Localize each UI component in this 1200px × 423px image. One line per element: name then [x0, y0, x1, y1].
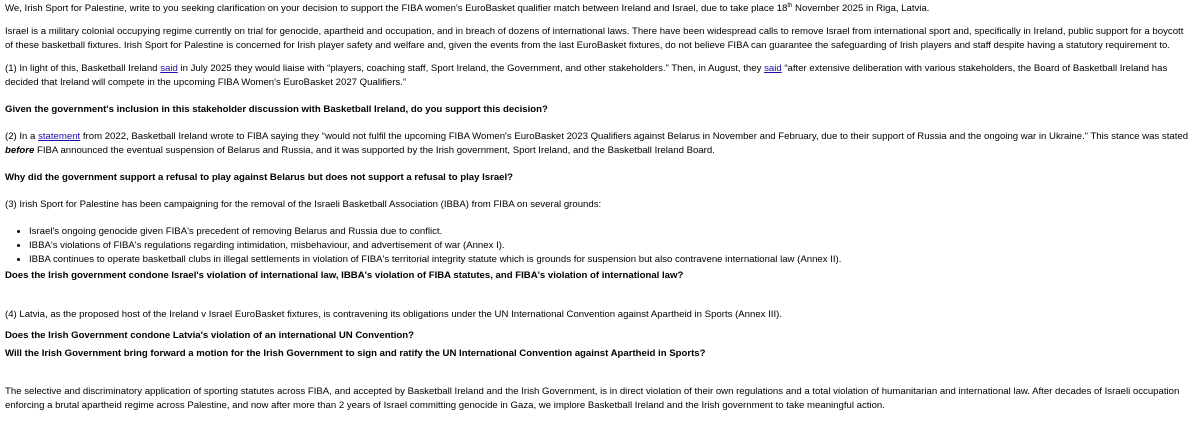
question-1: Given the government's inclusion in this stakeholder discussion with Basketball Ireland, do you support this decision? — [5, 104, 548, 115]
context-paragraph: Israel is a military colonial occupying regime currently on trial for genocide, apartheid and occupation, and in breach of dozens of international laws. There have been widespread calls to remove Israel from international sport and, specifically in Ireland, public support for a boycott of these basketball fixtures. Irish Sport for Palestine is concerned for Irish player safety and welfare and, given the events from the last EuroBasket fixtures, do not believe FIBA can guarantee the safeguarding of Irish players and staff despite having a statutory requirement to. — [5, 26, 1184, 51]
point-1-paragraph — [5, 62, 1194, 90]
point-2-text-end: FIBA announced the eventual suspension of Belarus and Russia, and it was supported by the Irish government, Sport Ireland, and the Basketball Ireland Board. — [34, 145, 715, 156]
list-item: • IBBA continues to operate basketball clubs in illegal settlements in violation of FIBA's territorial integrity statute which is grounds for suspension but also contravene international law (Annex II). — [29, 253, 1194, 267]
list-item: • IBBA's violations of FIBA's regulations regarding intimidation, misbehaviour, and advertisement of war (Annex I). — [29, 239, 1194, 253]
question-4: Does the Irish Government condone Latvia's violation of an international UN Convention? — [5, 330, 414, 341]
intro-text: We, Irish Sport for Palestine, write to you seeking clarification on your decision to support the FIBA women's EuroBasket qualifier match between Ireland and Israel, due to take place 18 — [5, 3, 788, 14]
said-link-august[interactable]: said — [764, 63, 782, 74]
statement-link[interactable]: statement — [38, 131, 81, 142]
point-1-text: (1) In light of this, Basketball Ireland — [5, 63, 161, 74]
point-2-paragraph — [5, 130, 1194, 158]
said-link-july[interactable]: said — [160, 63, 178, 74]
emphasis-before: before — [5, 145, 35, 156]
point-3-paragraph: (3) Irish Sport for Palestine has been campaigning for the removal of the Israeli Basketball Association (IBBA) from FIBA on several grounds: — [5, 199, 602, 210]
grounds-list — [5, 225, 1194, 267]
list-item: • Israel's ongoing genocide given FIBA's precedent of removing Belarus and Russia due to conflict. — [29, 225, 1194, 239]
conclusion-paragraph: The selective and discriminatory application of sporting statutes across FIBA, and accepted by Basketball Ireland and the Irish Government, is in direct violation of their own regulations and a total violation of humanitarian and international law. After decades of Israeli occupation enforcing a brutal apartheid regime across Palestine, and now after more than 2 years of Israel committing genocide in Gaza, we implore Basketball Ireland and the Irish government to take meaningful action. — [5, 386, 1180, 411]
intro-paragraph — [5, 2, 1194, 16]
point-1-text-mid: in July 2025 they would liaise with “players, coaching staff, Sport Ireland, the Government, and other stakeholders.” Then, in August, they — [177, 63, 765, 74]
point-1-text-end: “after extensive deliberation with various stakeholders, the Board of Basketball Ireland has decided that Ireland will compete in the upcoming FIBA Women's EuroBasket 2027 Qualifiers.” — [5, 63, 1168, 88]
question-5: Will the Irish Government bring forward a motion for the Irish Government to sign and ratify the UN International Convention against Apartheid in Sports? — [5, 348, 706, 359]
question-2: Why did the government support a refusal to play against Belarus but does not support a refusal to play Israel? — [5, 172, 514, 183]
point-4-paragraph: (4) Latvia, as the proposed host of the Ireland v Israel EuroBasket fixtures, is contravening its obligations under the UN International Convention against Apartheid in Sports (Annex III). — [5, 309, 782, 320]
question-3: Does the Irish government condone Israel's violation of international law, IBBA's violation of FIBA statutes, and FIBA's violation of international law? — [5, 270, 684, 281]
point-2-text: (2) In a — [5, 131, 39, 142]
point-2-text-mid: from 2022, Basketball Ireland wrote to FIBA saying they “would not fulfil the upcoming FIBA Women's EuroBasket 2023 Qualifiers against Belarus in November and February, due to their support of Russia and the ongoing war in Ukraine.” This stance was stated — [80, 131, 1189, 142]
ordinal-suffix: th — [787, 2, 793, 9]
intro-text-end: November 2025 in Riga, Latvia. — [792, 3, 930, 14]
